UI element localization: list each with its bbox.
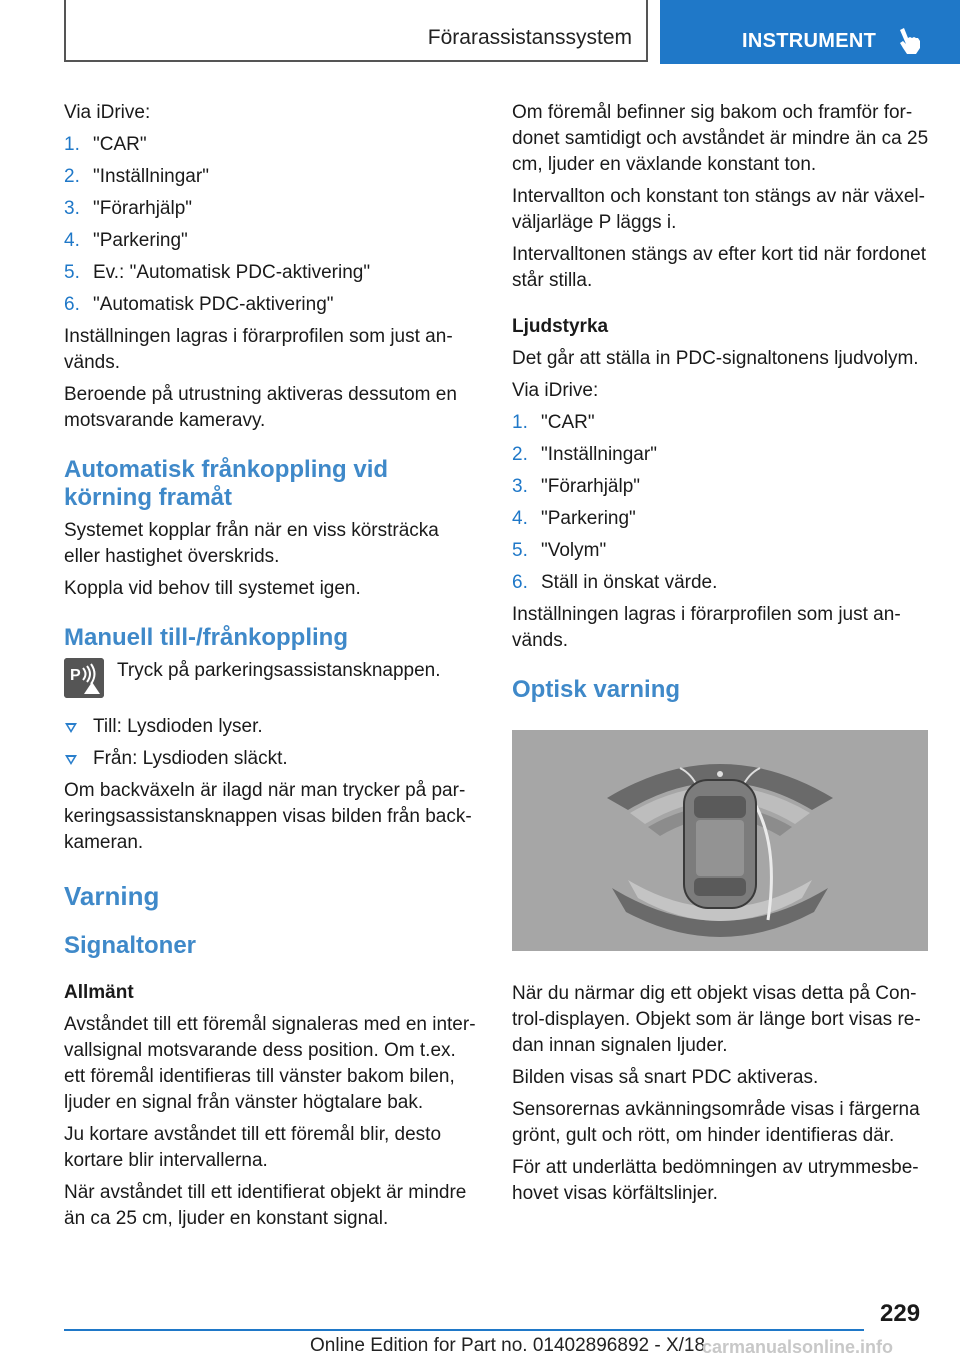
idrive-intro: Via iDrive: [64, 102, 151, 123]
heading-warning: Varning [64, 881, 160, 911]
bullet-triangle-icon [65, 755, 77, 765]
paragraph: Inställningen lagras i förarprofilen som just används. [64, 326, 453, 373]
paragraph: Koppla vid behov till systemet igen. [64, 578, 361, 599]
paragraph: Inställningen lagras i förarprofilen som just används. [512, 604, 901, 651]
list-item: 3. "Förarhjälp" [64, 198, 193, 219]
paragraph: Beroende på utrustning aktiveras dessutom en motsvarande kameravy. [64, 384, 457, 431]
paragraph: Intervalltonen stängs av efter kort tid när fordonet står stilla. [512, 244, 927, 291]
left-column [64, 100, 480, 1238]
paragraph: Sensorernas avkänningsområde visas i färgerna grönt, gult och rött, om hinder identifieras där. [512, 1099, 920, 1146]
section-title: Förarassistanssystem [427, 26, 632, 49]
paragraph: Intervallton och konstant ton stängs av när växelväljarläge P läggs i. [512, 186, 925, 233]
list-item: 1. "CAR" [512, 412, 595, 433]
parking-assist-button-icon [64, 658, 104, 698]
idrive-steps-list [512, 410, 930, 596]
paragraph: Avståndet till ett föremål signaleras med en intervallsignal motsvarande dess position. Om t.ex. ett föremål identifieras till vänster bakom bilen, ljuder en signal från vänster högtalare bak. [64, 1014, 476, 1113]
pointing-hand-icon [894, 26, 924, 56]
heading-optical-warning: Optisk varning [512, 676, 681, 703]
list-item: Till: Lysdioden lyser. [64, 714, 480, 740]
list-item: 3. "Förarhjälp" [512, 476, 641, 497]
pdc-display-illustration [512, 730, 928, 951]
list-item: 6. "Automatisk PDC-aktivering" [64, 294, 334, 315]
footer-divider [64, 1329, 864, 1331]
paragraph: Det går att ställa in PDC-signaltonens ljudvolym. [512, 348, 919, 369]
svg-text:P: P [70, 667, 81, 684]
list-item: 1. "CAR" [64, 134, 147, 155]
paragraph: Om backväxeln är ilagd när man trycker på parkeringsassistansknappen visas bilden från backkameran. [64, 780, 472, 853]
bullet-triangle-icon [65, 723, 77, 733]
heading-signals: Signaltoner [64, 932, 197, 959]
section-header-box [64, 0, 648, 62]
list-item: 4. "Parkering" [64, 230, 188, 251]
instrument-tab[interactable] [660, 0, 960, 64]
paragraph: Om föremål befinner sig bakom och framför fordonet samtidigt och avståndet är mindre än ca 25 cm, ljuder en växlande konstant ton. [512, 102, 929, 175]
list-item: 6. Ställ in önskat värde. [512, 572, 718, 593]
right-column [512, 100, 930, 1213]
list-item: Från: Lysdioden släckt. [64, 746, 480, 772]
heading-volume: Ljudstyrka [512, 316, 609, 337]
heading-manual: Manuell till-/frånkoppling [64, 624, 348, 651]
button-instruction-text: Tryck på parkeringsassistansknappen. [117, 660, 441, 681]
instrument-tab-label: INSTRUMENT [742, 30, 877, 52]
page-header [0, 0, 960, 66]
led-status-list [64, 714, 480, 772]
paragraph: Bilden visas så snart PDC aktiveras. [512, 1067, 819, 1088]
page-number: 229 [880, 1300, 921, 1327]
idrive-steps-list [64, 132, 480, 318]
footer-edition: Online Edition for Part no. 01402896892 - X/18 [310, 1335, 706, 1356]
paragraph: Systemet kopplar från när en viss körsträcka eller hastighet överskrids. [64, 520, 439, 567]
list-item: 5. "Volym" [512, 540, 607, 561]
idrive-intro: Via iDrive: [512, 380, 599, 401]
footer-watermark: carmanualsonline.info [702, 1337, 894, 1357]
list-item: 2. "Inställningar" [512, 444, 657, 465]
heading-auto-off: Automatisk frånkoppling vid körning framåt [64, 456, 389, 511]
heading-general: Allmänt [64, 982, 134, 1003]
paragraph: När avståndet till ett identifierat objekt är mindre än ca 25 cm, ljuder en konstant signal. [64, 1182, 467, 1229]
pdc-button-instruction [64, 658, 480, 704]
paragraph: När du närmar dig ett objekt visas detta på Control-displayen. Objekt som är länge bort visas redan innan signalen ljuder. [512, 983, 921, 1056]
paragraph: Ju kortare avståndet till ett föremål blir, desto kortare blir intervallerna. [64, 1124, 442, 1171]
paragraph: För att underlätta bedömningen av utrymmesbehovet visas körfältslinjer. [512, 1157, 919, 1204]
list-item: 5. Ev.: "Automatisk PDC-aktivering" [64, 262, 371, 283]
list-item: 4. "Parkering" [512, 508, 636, 529]
list-item: 2. "Inställningar" [64, 166, 209, 187]
